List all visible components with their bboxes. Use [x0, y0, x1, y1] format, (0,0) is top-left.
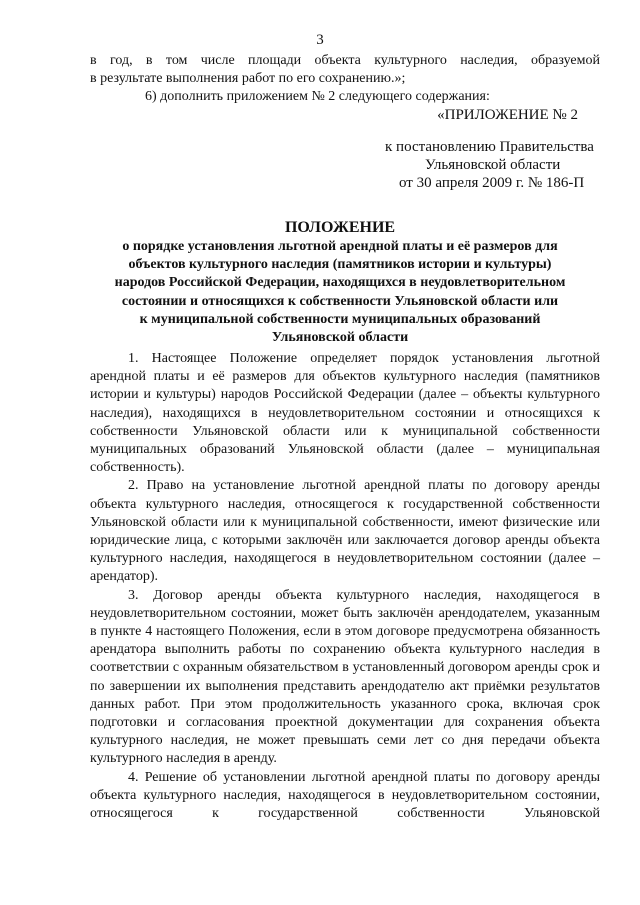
intro-line: в год, в том числе площади объекта культурного наследия, образуемой: [90, 53, 600, 68]
paragraph: 1. Настоящее Положение определяет порядок установления льготной арендной платы и её размеров для объектов культурного наследия (памятников истории и культуры) народов Российской Федерации (далее – объекты культурного наследия), находящихся в неудовлетворительном состоянии и относящихся к собственности Ульяновской области или к муниципальной собственности муниципальных образований Ульяновской области (далее – муниципальная собственность).: [90, 351, 600, 476]
document-body: [90, 350, 600, 823]
page-number: 3: [316, 32, 324, 48]
intro-line: 6) дополнить приложением № 2 следующего содержания:: [145, 89, 490, 105]
intro-text: [90, 52, 600, 107]
document-heading: [80, 218, 600, 347]
intro-line: в результате выполнения работ по его сохранению.»;: [90, 71, 406, 87]
paragraph: 2. Право на установление льготной арендной платы по договору аренды объекта культурного наследия, относящегося к государственной собственности Ульяновской области или к муниципальной собственности, имеют физические или юридические лица, с которыми заключён или заключается договор аренды объекта культурного наследия, находящегося в неудовлетворительном состоянии (далее – арендатор).: [90, 478, 600, 585]
document-subtitle: о порядке установления льготной арендной платы и её размеров для объектов культурного наследия (памятников истории и культуры) народов Российской Федерации, находящихся в неудовлетворительном состоянии и относящихся к собственности Ульяновской области или к муниципальной собственности муниципальных образований Ульяновской области: [114, 239, 566, 346]
paragraph: 4. Решение об установлении льготной арендной платы по договору аренды объекта культурного наследия, находящегося в неудовлетворительном состоянии, относящегося к государственной собственности Ульяновской: [90, 769, 600, 822]
document-title: ПОЛОЖЕНИЕ: [284, 219, 396, 236]
resolution-line: Ульяновской области: [425, 157, 561, 173]
resolution-line: от 30 апреля 2009 г. № 186-П: [399, 175, 585, 191]
appendix-label: «ПРИЛОЖЕНИЕ № 2: [437, 107, 578, 123]
paragraph: 3. Договор аренды объекта культурного наследия, находящегося в неудовлетворительном состоянии, может быть заключён арендодателем, указанным в пункте 4 настоящего Положения, если в этом договоре предусмотрена обязанность арендатора выполнить работы по сохранению объекта культурного наследия в соответствии с охранным обязательством в установленный договором аренды срок и по завершении их выполнения представить арендодателю акт приёмки результатов данных работ. При этом продолжительность указанного срока, включая срок подготовки и согласования проектной документации для сохранения объекта культурного наследия, не может превышать семи лет со дня передачи объекта культурного наследия в аренду.: [90, 587, 600, 767]
resolution-line: к постановлению Правительства: [385, 139, 594, 155]
resolution-reference: [385, 138, 605, 192]
